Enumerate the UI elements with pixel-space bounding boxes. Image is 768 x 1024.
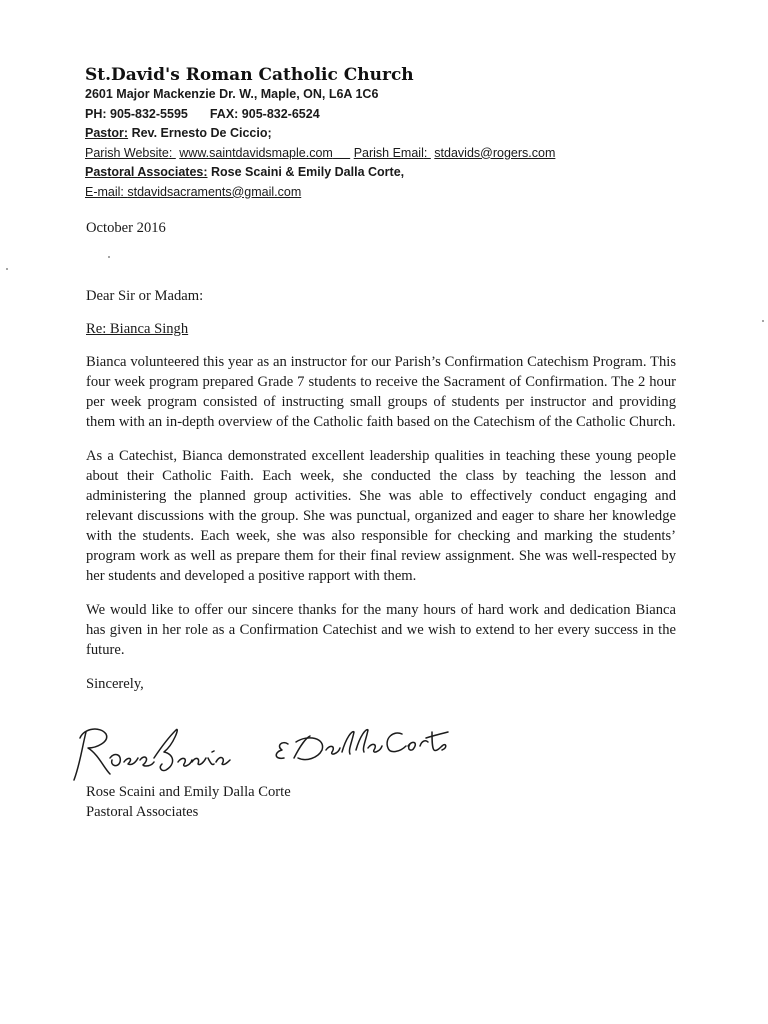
paragraph-2: As a Catechist, Bianca demonstrated excellent leadership qualities in teaching these young people about their Catholic Faith. Each week, she conducted the class by teaching the lesson and administering the planned group activities. She was able to effectively conduct engaging and relevant discussions with the group. She was punctual, organized and eager to share her knowledge with the students. Each week, she was also responsible for checking and marking the students’ program work as well as prepare them for their final review assignment. She was well-respected by her students and developed a positive rapport with them. [86, 448, 676, 584]
scan-speck [762, 320, 764, 322]
church-name: St.David's Roman Catholic Church [85, 65, 414, 85]
paragraph-3: We would like to offer our sincere thanks for the many hours of hard work and dedication Bianca has given in her role as a Confirmation Catechist and we wish to extend to her every success in the future. [86, 602, 676, 658]
handwritten-signatures [70, 718, 450, 784]
signatures [70, 718, 450, 784]
re-line: Re: Bianca Singh [86, 321, 189, 337]
pastor-name: Rev. Ernesto De Ciccio; [131, 126, 272, 140]
fax-number: FAX: 905-832-6524 [209, 106, 320, 121]
associates-email-link[interactable]: stdavidsacraments@gmail.com [127, 184, 302, 199]
associates-names: Rose Scaini & Emily Dalla Corte, [211, 165, 405, 179]
associates-label: Pastoral Associates: [85, 165, 208, 179]
pastor-line [85, 124, 705, 144]
letter-date: October 2016 [86, 220, 166, 236]
associates-email-line: E-mail: stdavidsacraments@gmail.com [85, 184, 302, 199]
signoff-block [86, 782, 291, 822]
website-link[interactable]: www.saintdavidsmaple.com [179, 145, 333, 160]
signer-title: Pastoral Associates [86, 804, 199, 820]
letterhead [85, 62, 705, 202]
signature-dalla-corte [276, 730, 448, 760]
signer-names: Rose Scaini and Emily Dalla Corte [86, 784, 291, 800]
contact-numbers [85, 105, 705, 125]
phone-number: PH: 905-832-5595 [85, 106, 188, 121]
website-email-line: Parish Website: www.saintdavidsmaple.com Parish Email: stdavids@rogers.com [85, 145, 556, 160]
associates-line [85, 163, 705, 183]
signature-rose-scaini [74, 729, 230, 780]
parish-email-link[interactable]: stdavids@rogers.com [434, 145, 556, 160]
website-label: Parish Website [85, 145, 169, 160]
scan-speck [108, 256, 110, 258]
letter-body [86, 218, 676, 694]
email-label: E-mail [85, 184, 121, 199]
paragraph-1: Bianca volunteered this year as an instructor for our Parish’s Confirmation Catechism Program. This four week program prepared Grade 7 students to receive the Sacrament of Confirmation. The 2 hour per week program consisted of instructing small groups of students per instructor and providing them with an in-depth overview of the Catholic faith based on the Catechism of the Catholic Church. [86, 354, 676, 430]
scan-speck [6, 268, 8, 270]
church-address: 2601 Major Mackenzie Dr. W., Maple, ON, L6A 1C6 [85, 87, 379, 101]
pastor-label: Pastor: [85, 126, 129, 140]
closing: Sincerely, [86, 676, 144, 692]
parish-email-label: Parish Email [353, 145, 424, 160]
salutation: Dear Sir or Madam: [86, 288, 204, 304]
